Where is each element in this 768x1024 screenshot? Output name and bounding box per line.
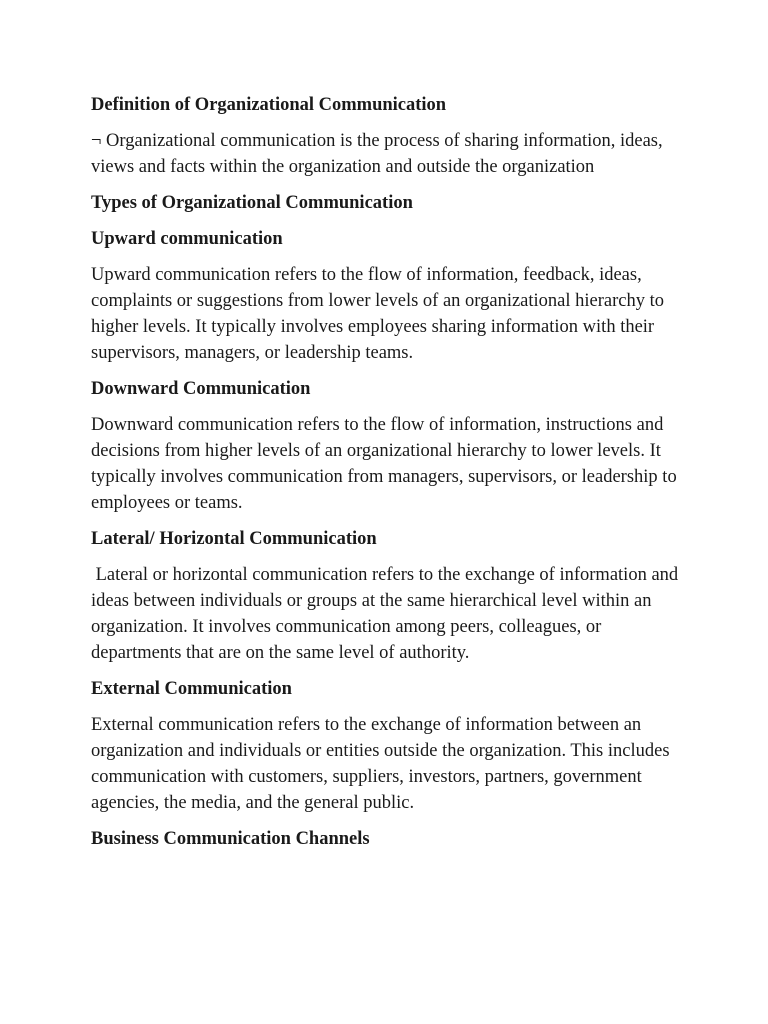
section-heading-external: External Communication — [91, 679, 292, 699]
section-heading-definition: Definition of Organizational Communication — [91, 95, 447, 115]
section-heading-types: Types of Organizational Communication — [91, 193, 413, 213]
document-page — [91, 92, 691, 862]
section-heading-lateral: Lateral/ Horizontal Communication — [91, 529, 377, 549]
paragraph-definition: ¬ Organizational communication is the process of sharing information, ideas, views and facts within the organization and outside the organization — [91, 131, 668, 177]
section-heading-downward: Downward Communication — [91, 379, 311, 399]
paragraph-downward: Downward communication refers to the flow of information, instructions and decisions from higher levels of an organizational hierarchy to lower levels. It typically involves communication from managers, supervisors, or leadership to employees or teams. — [91, 415, 682, 513]
paragraph-lateral: Lateral or horizontal communication refers to the exchange of information and ideas between individuals or groups at the same hierarchical level within an organization. It involves communication among peers, colleagues, or departments that are on the same level of authority. — [91, 565, 683, 663]
section-heading-upward: Upward communication — [91, 229, 283, 249]
section-heading-channels: Business Communication Channels — [91, 829, 370, 849]
paragraph-upward: Upward communication refers to the flow of information, feedback, ideas, complaints or suggestions from lower levels of an organizational hierarchy to higher levels. It typically involves employees sharing information with their supervisors, managers, or leadership teams. — [91, 265, 669, 363]
paragraph-external: External communication refers to the exchange of information between an organization and individuals or entities outside the organization. This includes communication with customers, suppliers, investors, partners, government agencies, the media, and the general public. — [91, 715, 675, 813]
